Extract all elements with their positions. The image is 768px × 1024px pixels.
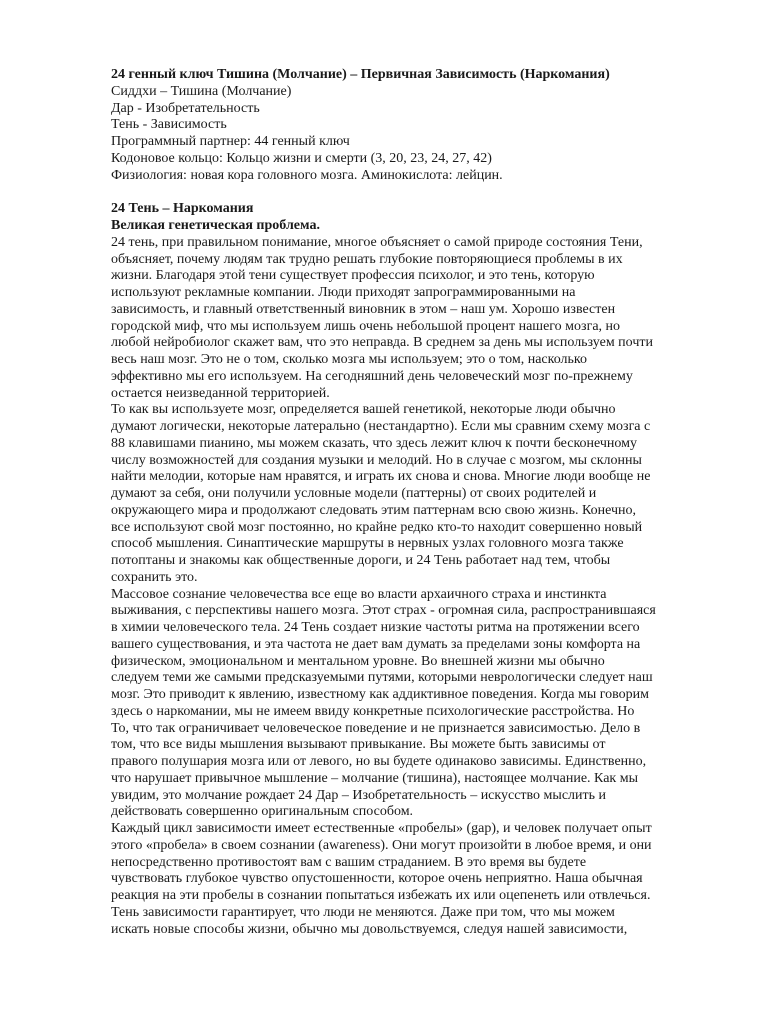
body-line: чувствовать глубокое чувство опустошенности, которое очень неприятно. Наша обычная <box>111 871 643 887</box>
body-line: здесь о наркомании, мы не имеем ввиду конкретные психологические расстройства. Но <box>111 703 635 719</box>
body-line: в химии человеческого тела. 24 Тень создает низкие частоты ритма на протяжении всего <box>111 620 640 635</box>
body-line: непосредственно противостоят вам с вашим страданием. В это время вы будете <box>111 854 587 870</box>
body-line: весь наш мозг. Это не о том, сколько мозга мы используем; это о том, насколько <box>111 352 587 367</box>
body-line: городской миф, что мы используем лишь очень небольшой процент нашего мозга, но <box>111 318 621 334</box>
body-line: думают за себя, они получили условные модели (паттерны) от своих родителей и <box>111 486 597 501</box>
section-heading: 24 Тень – Наркомания <box>111 201 254 217</box>
body-line: Тень зависимости гарантирует, что люди не меняются. Даже при том, что мы можем <box>111 904 615 920</box>
body-line: 24 тень, при правильном понимание, многое объясняет о самой природе состояния Тени, <box>111 234 643 250</box>
body-line: жизни. Благодаря этой тени существует профессия психолог, и это тень, которую <box>111 268 595 284</box>
body-line: любой нейробиолог скажет вам, что это неправда. В среднем за день мы используем почти <box>111 335 653 351</box>
section-subheading: Великая генетическая проблема. <box>111 218 320 233</box>
physiology-line: Физиология: новая кора головного мозга. Аминокислота: лейцин. <box>111 167 503 183</box>
siddhi-line: Сиддхи – Тишина (Молчание) <box>111 83 292 99</box>
body-line: числу возможностей для создания музыки и мелодий. Но в случае с мозгом, мы склонны <box>111 452 642 468</box>
body-line: способ мышления. Синаптические маршруты в нервных узлах головного мозга также <box>111 536 624 552</box>
body-line: следуем теми же самыми предсказуемыми путями, которыми неврологически следует наш <box>111 670 653 686</box>
body-line: физическом, эмоциональном и ментальном уровне. Во внешней жизни мы обычно <box>111 653 605 669</box>
body-line: 88 клавишами пианино, мы можем сказать, что здесь лежит ключ к почти бесконечному <box>111 435 638 451</box>
body-line: искать новые способы жизни, обычно мы довольствуемся, следуя нашей зависимости, <box>111 921 628 937</box>
body-line: том, что все виды мышления вызывают привыкание. Вы можете быть зависимы от <box>111 737 606 753</box>
gift-line: Дар - Изобретательность <box>111 100 260 116</box>
body-line: объясняет, почему людям так трудно решать глубокие повторяющиеся проблемы в их <box>111 251 623 267</box>
body-line: выживания, с перспективы нашего мозга. Этот страх - огромная сила, распространившаяся <box>111 603 656 619</box>
body-line: эффективно мы его используем. На сегодняшний день человеческий мозг по-прежнему <box>111 368 633 384</box>
body-line: То как вы используете мозг, определяется вашей генетикой, некоторые люди обычно <box>111 402 616 418</box>
body-line: зависимость, и главный ответственный виновник в этом – наш ум. Хорошо известен <box>111 301 616 317</box>
programming-partner-line: Программный партнер: 44 генный ключ <box>111 134 350 149</box>
body-line: потоптаны и знакомы как общественные дороги, и 24 Тень работает над тем, чтобы <box>111 553 611 568</box>
body-line: найти мелодии, которые нам нравятся, и играть их снова и снова. Многие люди вообще не <box>111 469 651 485</box>
body-line: вашего существования, и эта частота не дает вам думать за пределами зоны комфорта на <box>111 636 641 652</box>
body-line: остается неизведанной территорией. <box>111 385 330 401</box>
body-line: действовать совершенно оригинальным способом. <box>111 804 414 820</box>
body-line: Массовое сознание человечества все еще во власти архаичного страха и инстинкта <box>111 586 607 602</box>
body-line: думают логически, некоторые латерально (нестандартно). Если мы сравним схему мозга с <box>111 419 651 434</box>
body-line: что нарушает привычное мышление – молчание (тишина), настоящее молчание. Как мы <box>111 770 638 786</box>
body-line: Каждый цикл зависимости имеет естественные «пробелы» (gap), и человек получает опыт <box>111 821 652 836</box>
body-line: окружающего мира и продолжают следовать этим паттернам всю свою жизнь. Конечно, <box>111 502 636 518</box>
body-line: все используют свой мозг постоянно, но крайне редко кто-то находит совершенно новый <box>111 519 643 535</box>
shadow-line: Тень - Зависимость <box>111 117 227 133</box>
body-text <box>111 235 728 939</box>
body-line: сохранить это. <box>111 569 198 585</box>
body-line: увидим, это молчание рождает 24 Дар – Изобретательность – искусство мыслить и <box>111 787 607 803</box>
body-line: То, что так ограничивает человеческое поведение и не признается зависимостью. Дело в <box>111 720 641 736</box>
body-line: мозг. Это приводит к явлению, известному как аддиктивное поведения. Когда мы говорим <box>111 687 650 702</box>
codon-ring-line: Кодоновое кольцо: Кольцо жизни и смерти (3, 20, 23, 24, 27, 42) <box>111 150 492 166</box>
body-line: правого полушария мозга или от левого, но вы будете одинаково зависимы. Единственно, <box>111 754 647 769</box>
body-line: реакция на эти пробелы в сознании попытаться избежать их или оцепенеть или отвлечься. <box>111 888 651 903</box>
paragraph-gap <box>111 184 728 201</box>
body-line: используют рекламные компании. Люди приходят запрограммированными на <box>111 285 576 300</box>
body-line: этого «пробела» в своем сознании (awareness). Они могут произойти в любое время, и они <box>111 837 652 853</box>
document-title: 24 генный ключ Тишина (Молчание) – Первичная Зависимость (Наркомания) <box>111 67 610 82</box>
